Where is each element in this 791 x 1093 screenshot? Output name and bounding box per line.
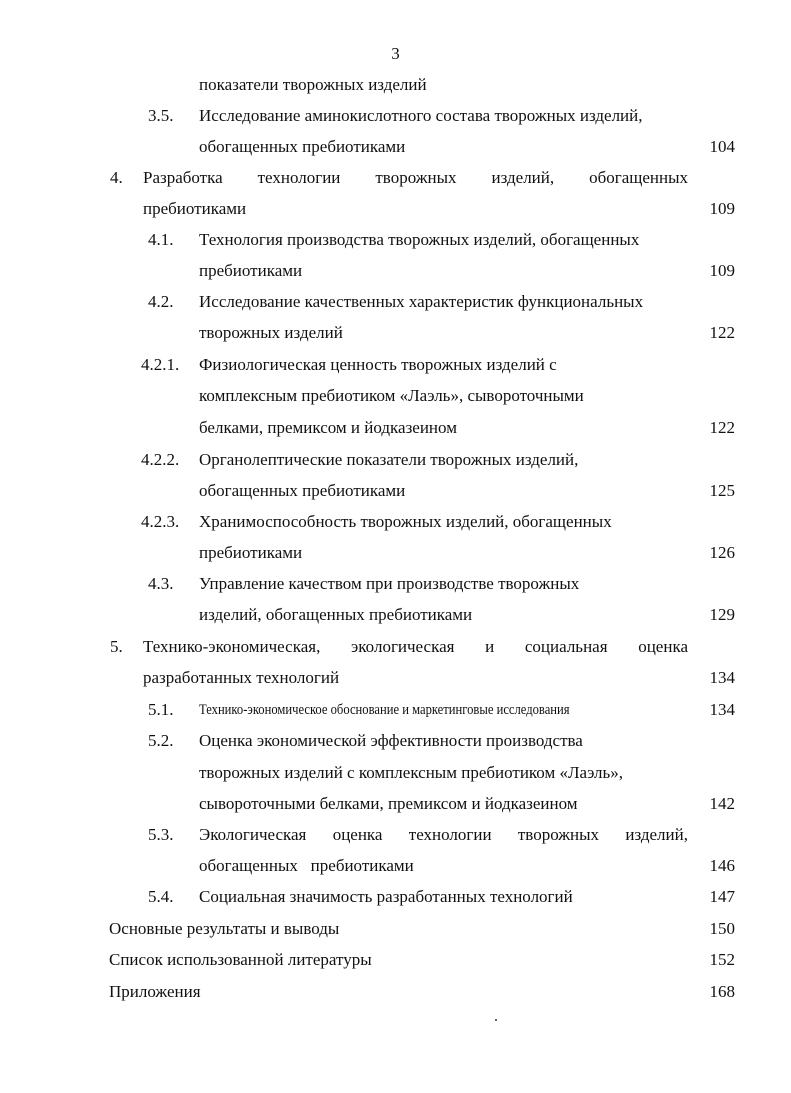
toc-line bbox=[0, 761, 791, 785]
toc-entry-text: пребиотиками bbox=[143, 199, 247, 218]
toc-entry-page: 146 bbox=[709, 856, 735, 875]
toc-line bbox=[0, 104, 791, 128]
toc-entry-page: 125 bbox=[709, 481, 735, 500]
toc-entry-number: 5. bbox=[110, 637, 123, 656]
toc-line bbox=[0, 228, 791, 252]
toc-entry-number: 5.3. bbox=[148, 825, 174, 844]
toc-entry-number: 4.2.2. bbox=[141, 450, 180, 469]
toc-entry-number: 4. bbox=[110, 168, 123, 187]
toc-entry-number: 4.2. bbox=[148, 292, 174, 311]
toc-line bbox=[0, 416, 791, 440]
toc-entry-text: Хранимоспособность творожных изделий, обогащенных bbox=[199, 512, 612, 531]
toc-entry-text: комплексным пребиотиком «Лаэль», сывороточными bbox=[199, 386, 584, 405]
toc-line bbox=[0, 541, 791, 565]
toc-line bbox=[0, 823, 791, 847]
toc-entry-page: 109 bbox=[709, 199, 735, 218]
toc-entry-page: 134 bbox=[709, 700, 735, 719]
toc-entry-page: 147 bbox=[709, 887, 735, 906]
toc-line bbox=[0, 290, 791, 314]
toc-entry-page: 168 bbox=[709, 982, 735, 1001]
toc-line bbox=[0, 666, 791, 690]
toc-entry-text: изделий, обогащенных пребиотиками bbox=[199, 605, 473, 624]
toc-line bbox=[0, 572, 791, 596]
toc-line bbox=[0, 854, 791, 878]
toc-entry-text: Исследование аминокислотного состава творожных изделий, bbox=[199, 106, 643, 125]
toc-entry-number: 4.2.3. bbox=[141, 512, 180, 531]
toc-entry-page: 134 bbox=[709, 668, 735, 687]
toc-entry-page: 142 bbox=[709, 794, 735, 813]
toc-entry-text: Физиологическая ценность творожных изделий с bbox=[199, 355, 557, 374]
toc-entry-text: творожных изделий с комплексным пребиотиком «Лаэль», bbox=[199, 763, 624, 782]
toc-entry-text: белками, премиксом и йодказеином bbox=[199, 418, 457, 437]
toc-entry-text: Управление качеством при производстве творожных bbox=[199, 574, 580, 593]
toc-line bbox=[0, 353, 791, 377]
toc-line bbox=[0, 885, 791, 909]
toc-entry-text: Технико-экономическая, экологическая и социальная оценка bbox=[143, 637, 688, 656]
toc-entry-page: 104 bbox=[709, 137, 735, 156]
toc-entry-text: Список использованной литературы bbox=[109, 950, 372, 969]
toc-entry-number: 4.1. bbox=[148, 230, 174, 249]
toc-entry-page: 129 bbox=[709, 605, 735, 624]
toc-line bbox=[0, 166, 791, 190]
toc-line bbox=[0, 259, 791, 283]
scan-speck bbox=[495, 1019, 497, 1021]
toc-entry-text: Органолептические показатели творожных изделий, bbox=[199, 450, 579, 469]
toc-entry-text: Оценка экономической эффективности производства bbox=[199, 731, 583, 750]
toc-entry-text: показатели творожных изделий bbox=[199, 75, 427, 94]
toc-entry-text: обогащенных пребиотиками bbox=[199, 137, 406, 156]
toc-line bbox=[0, 197, 791, 221]
toc-line bbox=[0, 73, 791, 97]
toc-entry-page: 150 bbox=[709, 919, 735, 938]
toc-entry-text: Основные результаты и выводы bbox=[109, 919, 340, 938]
toc-entry-text: Экологическая оценка технологии творожных изделий, bbox=[199, 825, 688, 844]
toc-line bbox=[0, 698, 791, 722]
toc-entry-number: 3.5. bbox=[148, 106, 174, 125]
toc-entry-number: 4.2.1. bbox=[141, 355, 180, 374]
toc-entry-text: пребиотиками bbox=[199, 261, 303, 280]
toc-entry-text: Технико-экономическое обоснование и маркетинговые исследования bbox=[199, 702, 570, 718]
toc-line bbox=[0, 479, 791, 503]
toc-entry-text: обогащенных пребиотиками bbox=[199, 856, 414, 875]
toc-line bbox=[0, 448, 791, 472]
page-number: 3 bbox=[391, 44, 400, 63]
toc-line bbox=[0, 135, 791, 159]
toc-entry-text: Технология производства творожных изделий, обогащенных bbox=[199, 230, 640, 249]
toc-line bbox=[0, 729, 791, 753]
toc-entry-number: 4.3. bbox=[148, 574, 174, 593]
toc-entry-page: 152 bbox=[709, 950, 735, 969]
toc-line bbox=[0, 980, 791, 1004]
toc-entry-number: 5.4. bbox=[148, 887, 174, 906]
toc-line bbox=[0, 603, 791, 627]
toc-entry-text: Социальная значимость разработанных технологий bbox=[199, 887, 573, 906]
toc-entry-text: творожных изделий bbox=[199, 323, 343, 342]
toc-line bbox=[0, 948, 791, 972]
toc-line bbox=[0, 510, 791, 534]
toc-entry-page: 109 bbox=[709, 261, 735, 280]
toc-entry-page: 126 bbox=[709, 543, 735, 562]
toc-entry-text: сывороточными белками, премиксом и йодказеином bbox=[199, 794, 578, 813]
toc-entry-number: 5.2. bbox=[148, 731, 174, 750]
toc-entry-text: обогащенных пребиотиками bbox=[199, 481, 406, 500]
toc-line bbox=[0, 635, 791, 659]
toc-entry-text: разработанных технологий bbox=[143, 668, 340, 687]
toc-entry-page: 122 bbox=[709, 418, 735, 437]
toc-entry-text: пребиотиками bbox=[199, 543, 303, 562]
toc-entry-text: Приложения bbox=[109, 982, 201, 1001]
toc-entry-page: 122 bbox=[709, 323, 735, 342]
toc-line bbox=[0, 792, 791, 816]
toc-entry-number: 5.1. bbox=[148, 700, 174, 719]
toc-entry-text: Разработка технологии творожных изделий, обогащенных bbox=[143, 168, 688, 187]
toc-line bbox=[0, 321, 791, 345]
toc-entry-text: Исследование качественных характеристик функциональных bbox=[199, 292, 644, 311]
toc-line bbox=[0, 384, 791, 408]
toc-line bbox=[0, 917, 791, 941]
